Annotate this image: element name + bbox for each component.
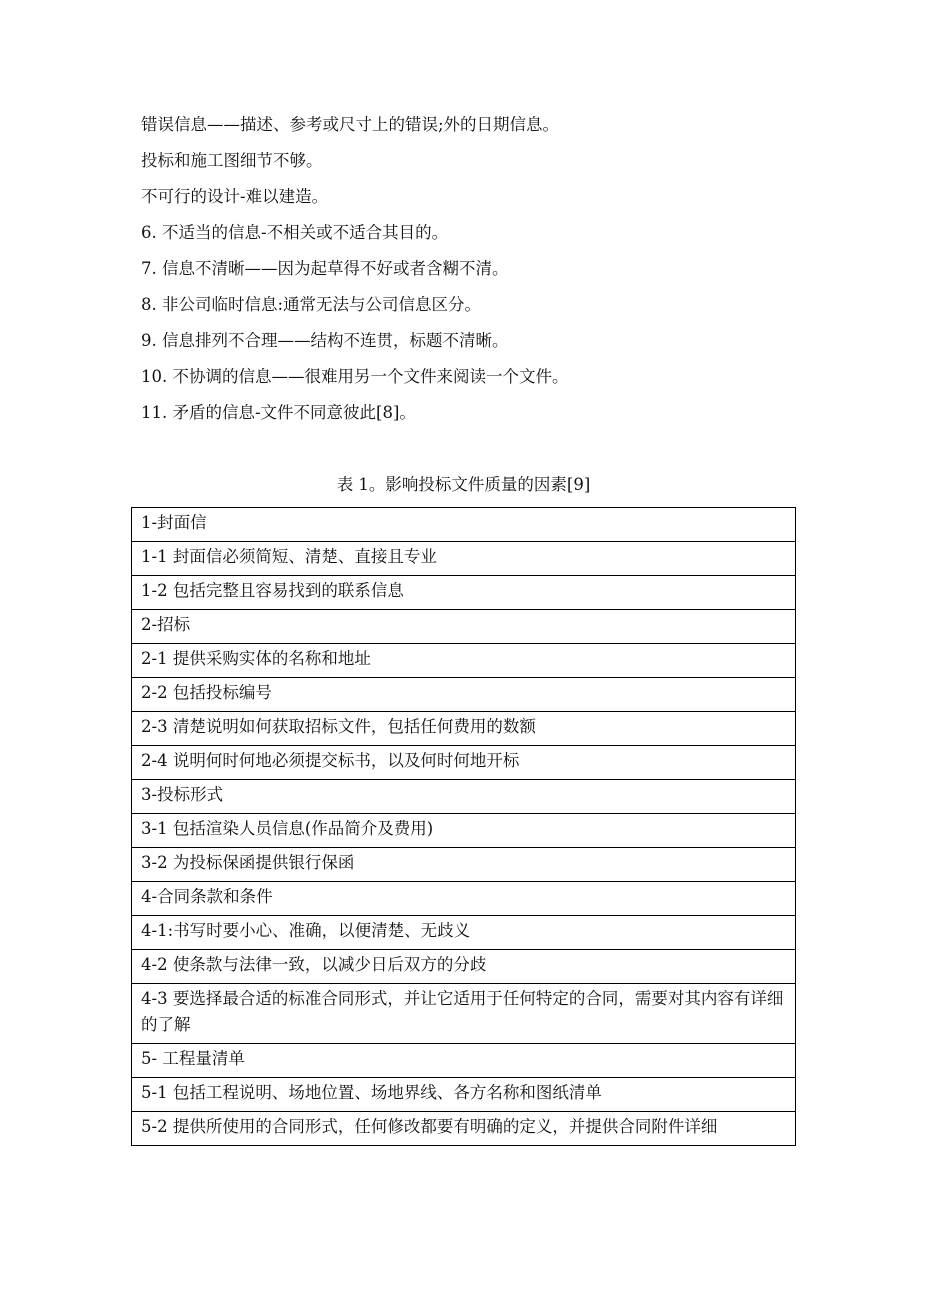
table-row (132, 542, 796, 576)
table-cell: 4-合同条款和条件 (132, 882, 796, 916)
table-cell: 2-招标 (132, 610, 796, 644)
table-row (132, 576, 796, 610)
list-item: 10. 不协调的信息——很难用另一个文件来阅读一个文件。 (141, 367, 569, 386)
table-row (132, 916, 796, 950)
list-item: 11. 矛盾的信息-文件不同意彼此[8]。 (141, 403, 416, 422)
table-row (132, 1078, 796, 1112)
list-item: 9. 信息排列不合理——结构不连贯，标题不清晰。 (141, 331, 509, 350)
table-caption: 表 1。影响投标文件质量的因素[9] (336, 475, 591, 494)
table-cell: 5-1 包括工程说明、场地位置、场地界线、各方名称和图纸清单 (132, 1078, 796, 1112)
table-cell: 3-投标形式 (132, 780, 796, 814)
table-row (132, 746, 796, 780)
table-cell: 5- 工程量清单 (132, 1044, 796, 1078)
table-row (132, 780, 796, 814)
table-row (132, 848, 796, 882)
table-row (132, 678, 796, 712)
table-row (132, 1044, 796, 1078)
list-item: 8. 非公司临时信息:通常无法与公司信息区分。 (141, 295, 482, 314)
table-cell: 3-1 包括渲染人员信息(作品简介及费用) (132, 814, 796, 848)
table-cell: 1-1 封面信必须简短、清楚、直接且专业 (132, 542, 796, 576)
table-cell: 4-1:书写时要小心、准确，以便清楚、无歧义 (132, 916, 796, 950)
list-item: 6. 不适当的信息-不相关或不适合其目的。 (141, 223, 449, 242)
table-row (132, 508, 796, 542)
table-row (132, 950, 796, 984)
table-row (132, 712, 796, 746)
table-cell: 1-封面信 (132, 508, 796, 542)
factors-table (131, 507, 796, 1146)
intro-list (141, 110, 801, 434)
table-row (132, 644, 796, 678)
table-row (132, 882, 796, 916)
table-cell: 2-4 说明何时何地必须提交标书，以及何时何地开标 (132, 746, 796, 780)
table-row (132, 610, 796, 644)
table-row (132, 984, 796, 1044)
table-cell: 4-2 使条款与法律一致，以减少日后双方的分歧 (132, 950, 796, 984)
list-item: 不可行的设计-难以建造。 (141, 187, 329, 206)
table-cell: 2-2 包括投标编号 (132, 678, 796, 712)
list-item: 错误信息——描述、参考或尺寸上的错误;外的日期信息。 (141, 115, 560, 134)
table-row (132, 814, 796, 848)
list-item: 投标和施工图细节不够。 (141, 151, 323, 170)
list-item: 7. 信息不清晰——因为起草得不好或者含糊不清。 (141, 259, 509, 278)
table-cell: 2-3 清楚说明如何获取招标文件，包括任何费用的数额 (132, 712, 796, 746)
table-row (132, 1112, 796, 1146)
table-cell: 2-1 提供采购实体的名称和地址 (132, 644, 796, 678)
table-cell: 5-2 提供所使用的合同形式，任何修改都要有明确的定义，并提供合同附件详细 (132, 1112, 796, 1146)
table-cell: 3-2 为投标保函提供银行保函 (132, 848, 796, 882)
table-cell: 4-3 要选择最合适的标准合同形式，并让它适用于任何特定的合同，需要对其内容有详细的了解 (132, 984, 796, 1044)
table-cell: 1-2 包括完整且容易找到的联系信息 (132, 576, 796, 610)
